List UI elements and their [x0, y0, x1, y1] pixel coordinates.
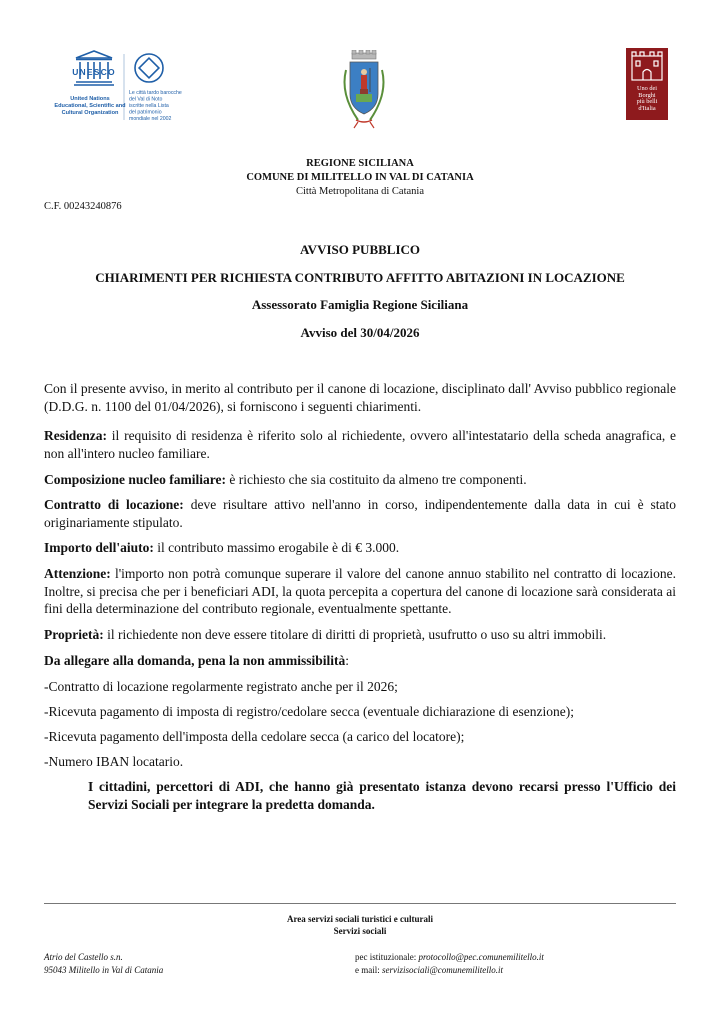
site-line3: iscritte nella Lista	[129, 103, 169, 109]
footer-office: Servizi sociali	[333, 926, 387, 936]
importo-label: Importo dell'aiuto:	[44, 540, 154, 555]
nucleo-label: Composizione nucleo familiare:	[44, 472, 226, 487]
coat-of-arms-logo	[338, 50, 390, 130]
proprieta-label: Proprietà:	[44, 627, 104, 642]
mail-address[interactable]: servizisociali@comunemilitello.it	[382, 965, 504, 975]
residenza-label: Residenza:	[44, 428, 107, 443]
unesco-logo	[46, 48, 204, 134]
attenzione-text: l'importo non potrà comunque superare il valore del canone annuo stabilito nel contratto di locazione. Inoltre, si precisa che per i beneficiari ADI, la quota percepita a copertura del canone di locazione sarà considerata ai fini della determinazione del contributo regionale, eventualmente spettante.	[44, 566, 676, 616]
region-heading: REGIONE SICILIANA	[306, 158, 414, 169]
intro-paragraph: Con il presente avviso, in merito al contributo per il canone di locazione, disciplinato dall' Avviso pubblico regionale (D.D.G. n. 1100 del 01/04/2026), si forniscono i seguenti chiarimenti.	[44, 381, 676, 414]
contratto-label: Contratto di locazione:	[44, 497, 184, 512]
borghi-line1: Uno dei	[636, 85, 658, 92]
footer-contacts	[355, 951, 544, 977]
notice-title: AVVISO PUBBLICO	[299, 242, 421, 257]
notice-subject: CHIARIMENTI PER RICHIESTA CONTRIBUTO AFFITTO ABITAZIONI IN LOCAZIONE	[95, 270, 625, 285]
footer-address	[44, 951, 163, 977]
importo-text: il contributo massimo erogabile è di € 3.000.	[153, 540, 400, 555]
attenzione-paragraph	[44, 565, 676, 618]
allegare-heading: Da allegare alla domanda, pena la non ammissibilità:	[44, 653, 350, 668]
nucleo-paragraph	[44, 471, 676, 489]
proprieta-text: il richiedente non deve essere titolare di diritti di proprietà, usufrutto o uso su altri immobili.	[103, 627, 607, 642]
pec-line	[355, 951, 544, 964]
proprieta-paragraph	[44, 626, 676, 644]
fiscal-code: C.F. 00243240876	[44, 201, 122, 212]
unesco-org-line3: Cultural Organization	[61, 110, 119, 116]
list-item: -Numero IBAN locatario.	[44, 754, 184, 769]
pec-address[interactable]: protocollo@pec.comunemilitello.it	[418, 952, 544, 962]
pec-label: pec istituzionale:	[355, 952, 419, 962]
borghi-line3: più belli	[636, 98, 658, 106]
borghi-line4: d'Italia	[638, 104, 656, 112]
residenza-text: il requisito di residenza è riferito solo al richiedente, ovvero all'intestatario della scheda anagrafica, e non all'intero nucleo familiare.	[44, 428, 676, 461]
contratto-paragraph	[44, 496, 676, 531]
nucleo-text: è richiesto che sia costituito da almeno tre componenti.	[225, 472, 527, 487]
metro-heading: Città Metropolitana di Catania	[295, 186, 424, 197]
site-line1: Le città tardo barocche	[129, 90, 182, 96]
footer-area: Area servizi sociali turistici e culturali	[286, 914, 434, 924]
comune-heading: COMUNE DI MILITELLO IN VAL DI CATANIA	[246, 172, 474, 183]
address-line2: 95043 Militello in Val di Catania	[44, 965, 164, 975]
contratto-text: deve risultare attivo nell'anno in corso, indipendentemente dalla data in cui è stato originariamente stipulato.	[44, 497, 676, 530]
mail-line	[355, 964, 544, 977]
list-item: -Ricevuta pagamento di imposta di registro/cedolare secca (eventuale dichiarazione di esenzione);	[44, 704, 575, 719]
borghi-text	[626, 86, 668, 112]
residenza-paragraph	[44, 427, 676, 462]
borghi-line2: Borghi	[638, 91, 656, 99]
attenzione-label: Attenzione:	[44, 566, 111, 581]
importo-paragraph	[44, 539, 676, 557]
notice-department: Assessorato Famiglia Regione Siciliana	[251, 297, 469, 312]
mail-label: e mail:	[355, 965, 382, 975]
final-notice: I cittadini, percettori di ADI, che hanno già presentato istanza devono recarsi presso l'Ufficio dei Servizi Sociali per integrare la predetta domanda.	[88, 779, 676, 812]
site-line2: del Val di Noto	[129, 96, 163, 103]
site-line5: mondiale nel 2002	[129, 116, 172, 122]
site-line4: del patrimonio	[129, 109, 162, 116]
footer-divider	[44, 903, 676, 904]
unesco-brand-text: UNESCO	[72, 67, 116, 77]
notice-date: Avviso del 30/04/2026	[300, 325, 420, 340]
list-item: -Contratto di locazione regolarmente registrato anche per il 2026;	[44, 679, 398, 694]
unesco-org-line1: United Nations	[70, 96, 110, 102]
list-item: -Ricevuta pagamento dell'imposta della cedolare secca (a carico del locatore);	[44, 729, 465, 744]
borghi-logo	[626, 48, 668, 120]
castle-icon	[626, 48, 668, 84]
address-line1: Atrio del Castello s.n.	[44, 952, 123, 962]
unesco-org-line2: Educational, Scientific and	[54, 103, 126, 109]
